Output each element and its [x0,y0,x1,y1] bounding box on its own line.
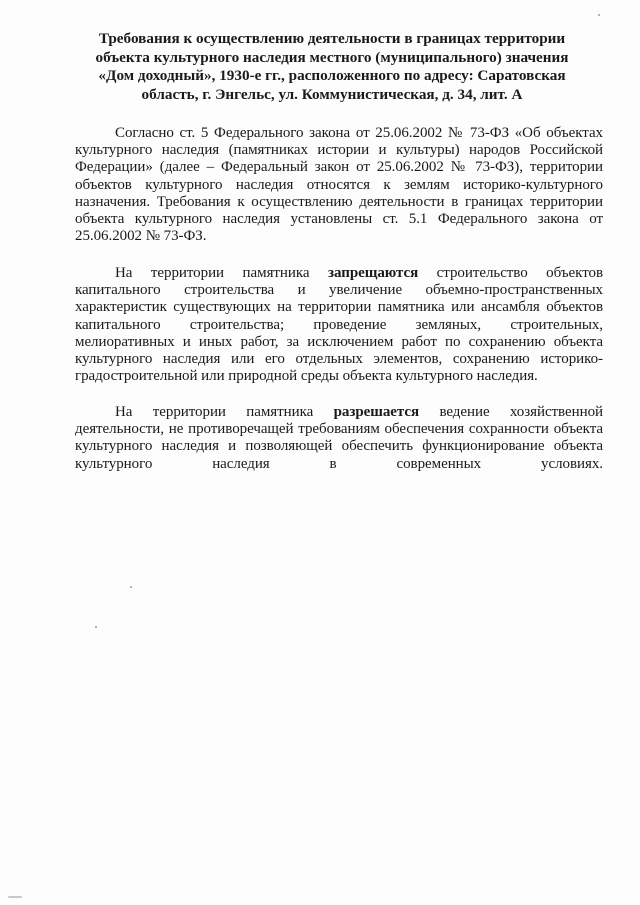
title-line-2: объекта культурного наследия местного (муниципального) значения [95,48,569,66]
document-title [72,30,592,104]
paragraph-legal-basis: Согласно ст. 5 Федерального закона от 25.06.2002 № 73-ФЗ «Об объектах культурного наследия (памятниках истории и культуры) народов Российской Федерации» (далее – Федеральный закон от 25.06.2002 № 73-ФЗ), территории объектов культурного наследия относятся к землям историко-культурного назначения. Требования к осуществлению деятельности в границах территории объекта культурного наследия установлены ст. 5.1 Федерального закона от 25.06.2002 № 73-ФЗ. [75,125,603,245]
paragraph-permissions [75,404,603,473]
scan-speck [95,626,97,628]
title-line-3: «Дом доходный», 1930-е гг., расположенного по адресу: Саратовская [98,67,566,84]
scan-speck [598,14,600,16]
scan-speck [130,586,132,588]
title-line-4: область, г. Энгельс, ул. Коммунистическая, д. 34, лит. А [141,85,523,103]
prohibitions-text: строительство объектов капитального строительства и увеличение объемно-пространственных характеристик существующих на территории памятника или ансамбля объектов капитального строительства; проведение земляных, строительных, мелиоративных и иных работ, за исключением работ по сохранению объекта культурного наследия или его отдельных элементов, сохранению историко-градостроительной или природной среды объекта культурного наследия. [75,265,603,385]
prohibitions-lead: На территории памятника [115,265,328,281]
prohibitions-emphasis: запрещаются [328,265,419,281]
scan-edge-mark [8,896,22,898]
permissions-lead: На территории памятника [115,404,334,420]
title-line-1: Требования к осуществлению деятельности в границах территории [98,30,566,47]
paragraph-prohibitions [75,265,603,385]
permissions-text: ведение хозяйственной деятельности, не противоречащей требованиям обеспечения сохранности объекта культурного наследия и позволяющей обеспечить функционирование объекта культурного наследия в современных условиях. [75,404,603,472]
permissions-emphasis: разрешается [333,404,420,420]
